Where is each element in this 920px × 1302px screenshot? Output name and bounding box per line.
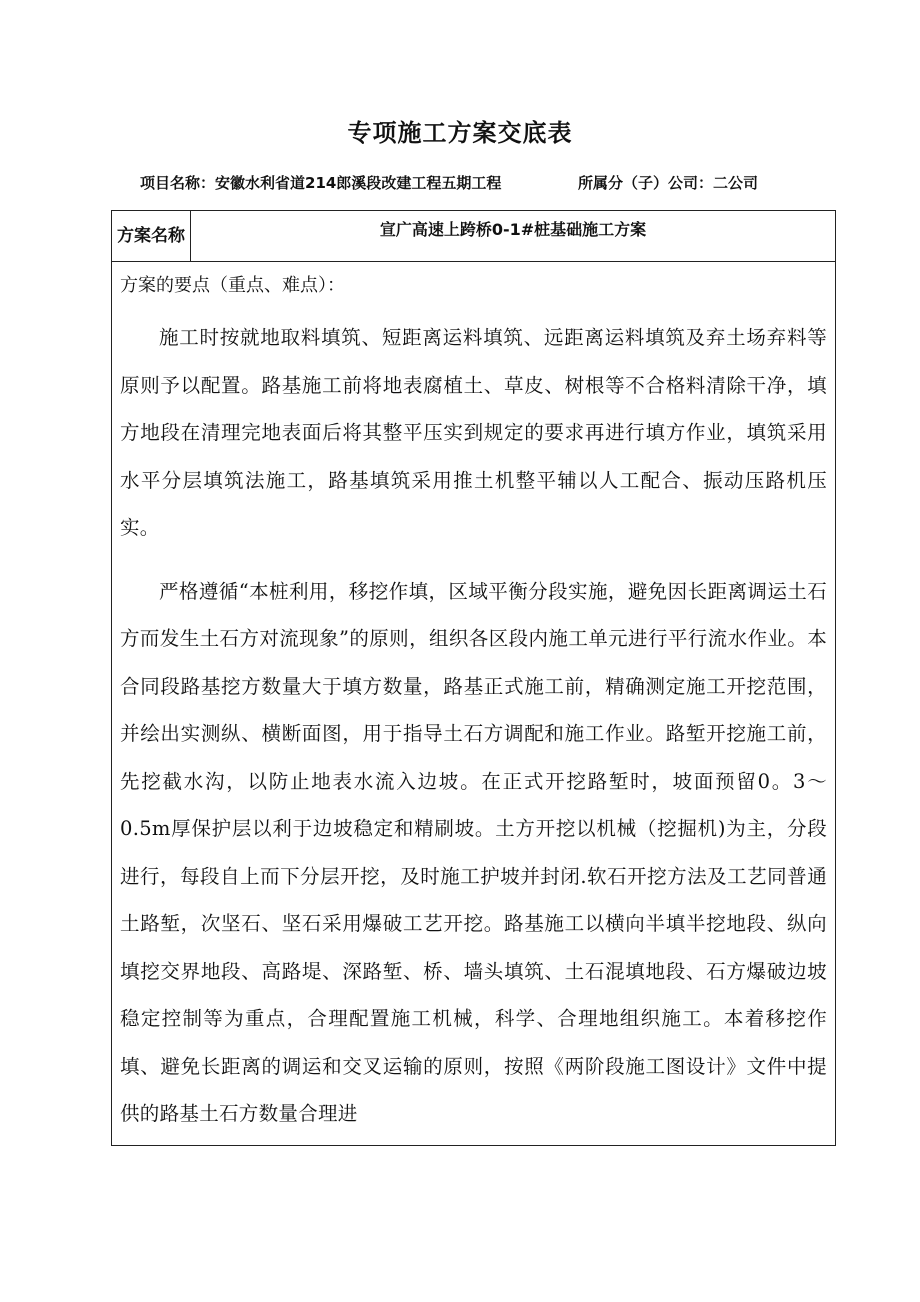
scheme-name-value: 宣广高速上跨桥0-1#桩基础施工方案 xyxy=(379,220,647,239)
disclosure-table xyxy=(111,210,836,1146)
key-points-section xyxy=(112,262,835,1138)
scheme-name-label: 方案名称 xyxy=(112,211,191,261)
paragraph-2: 严格遵循“本桩利用，移挖作填，区域平衡分段实施，避免因长距离调运土石方而发生土石方对流现象”的原则，组织各区段内施工单元进行平行流水作业。本合同段路基挖方数量大于填方数量，路基正式施工前，精确测定施工开挖范围，并绘出实测纵、横断面图，用于指导土石方调配和施工作业。路堑开挖施工前，先挖截水沟，以防止地表水流入边坡。在正式开挖路堑时，坡面预留0。3～0.5m厚保护层以利于边坡稳定和精刷坡。土方开挖以机械（挖掘机)为主，分段进行，每段自上而下分层开挖，及时施工护坡并封闭.软石开挖方法及工艺同普通土路堑，次坚石、坚石采用爆破工艺开挖。路基施工以横向半填半挖地段、纵向填挖交界地段、高路堤、深路堑、桥、墙头填筑、土石混填地段、石方爆破边坡稳定控制等为重点，合理配置施工机械，科学、合理地组织施工。本着移挖作填、避免长距离的调运和交叉运输的原则，按照《两阶段施工图设计》文件中提供的路基土石方数量合理进 xyxy=(120,579,827,1125)
page-title: 专项施工方案交底表 xyxy=(347,119,573,147)
scheme-name-row xyxy=(112,211,835,262)
project-name: 项目名称：安徽水利省道214郎溪段改建工程五期工程 xyxy=(140,174,502,192)
company-name: 所属分（子）公司：二公司 xyxy=(578,174,759,192)
key-points-heading: 方案的要点（重点、难点）： xyxy=(120,275,345,296)
paragraph-1: 施工时按就地取料填筑、短距离运料填筑、远距离运料填筑及弃土场弃料等原则予以配置。路基施工前将地表腐植土、草皮、树根等不合格料清除干净，填方地段在清理完地表面后将其整平压实到规定的要求再进行填方作业，填筑采用水平分层填筑法施工，路基填筑采用推土机整平辅以人工配合、振动压路机压实。 xyxy=(120,326,827,539)
